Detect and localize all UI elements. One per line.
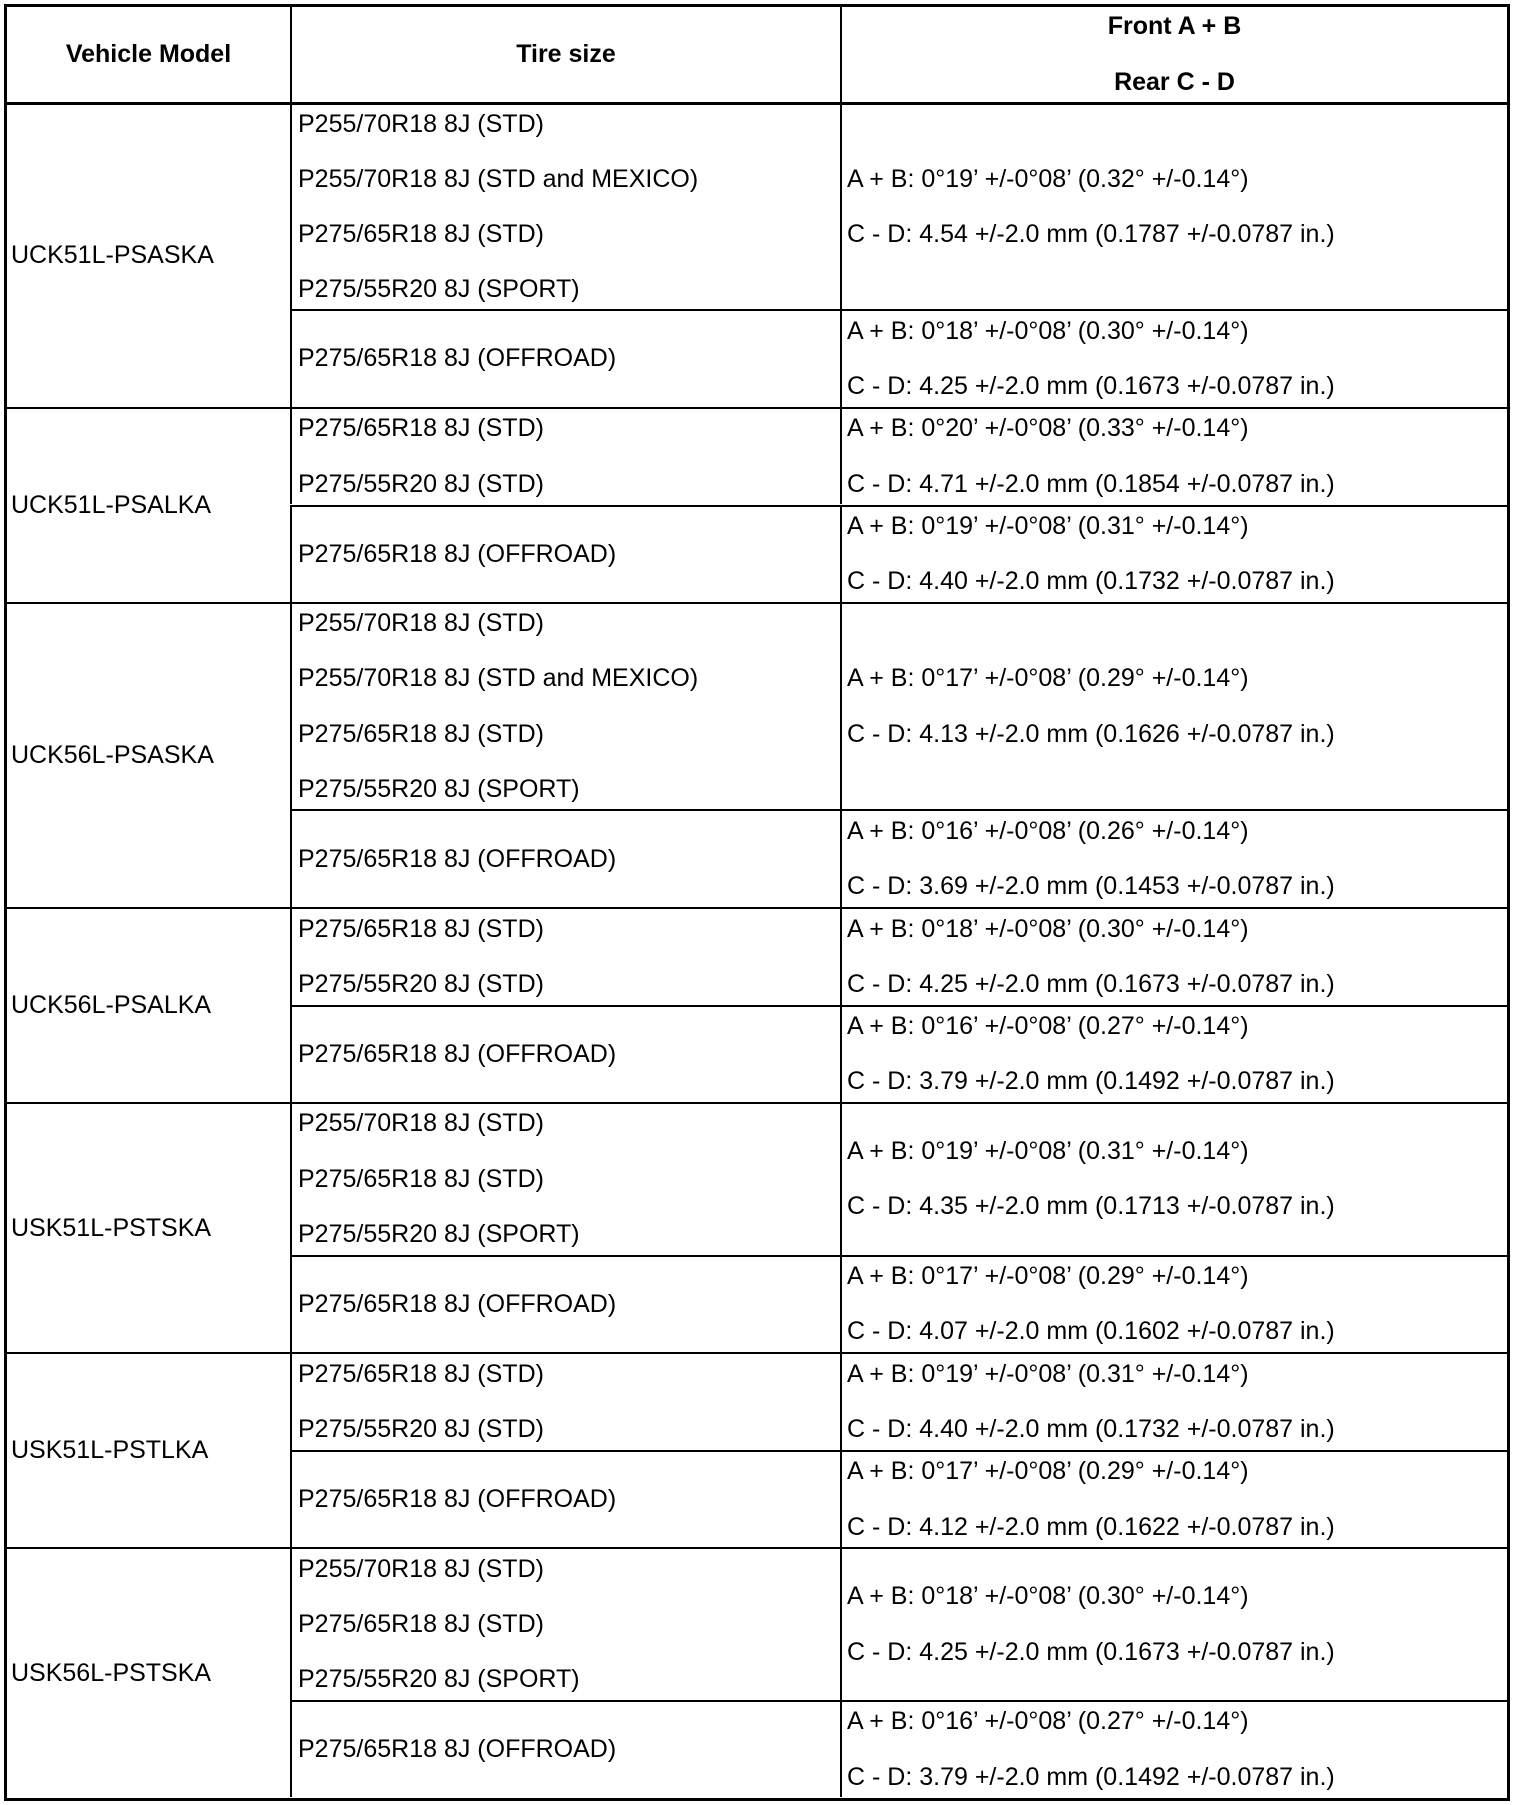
alignment-value-cell [840, 907, 1507, 1005]
vehicle-model-text: USK51L-PSTSKA [11, 1213, 212, 1242]
tire-size-text: P275/65R18 8J (OFFROAD) [298, 1289, 617, 1318]
vehicle-model-cell [7, 1352, 290, 1547]
tire-size-text: P275/55R20 8J (STD) [298, 969, 544, 998]
tire-size-text: P275/65R18 8J (OFFROAD) [298, 344, 617, 373]
alignment-value-cell [840, 1005, 1507, 1103]
tire-size-text: P275/65R18 8J (STD) [298, 1164, 544, 1193]
rear-c-minus-d-value: C - D: 3.79 +/-2.0 mm (0.1492 +/-0.0787 in.) [847, 1067, 1335, 1096]
tire-size-text: P275/65R18 8J (OFFROAD) [298, 539, 617, 568]
alignment-value-cell [840, 1352, 1507, 1450]
vehicle-model-cell [7, 102, 290, 407]
tire-size-text: P275/65R18 8J (STD) [298, 1610, 544, 1639]
tire-size-text: P275/65R18 8J (OFFROAD) [298, 1039, 617, 1068]
rear-c-minus-d-value: C - D: 4.40 +/-2.0 mm (0.1732 +/-0.0787 in.) [847, 1415, 1335, 1444]
front-a-plus-b-value: A + B: 0°18’ +/-0°08’ (0.30° +/-0.14°) [847, 914, 1249, 943]
tire-size-cell [290, 1700, 840, 1798]
vehicle-model-cell [7, 602, 290, 907]
vehicle-model-cell [7, 907, 290, 1102]
tire-size-text: P255/70R18 8J (STD) [298, 109, 544, 138]
tire-size-cell [290, 809, 840, 907]
alignment-value-cell [840, 1547, 1507, 1699]
rear-c-minus-d-value: C - D: 4.12 +/-2.0 mm (0.1622 +/-0.0787 in.) [847, 1512, 1335, 1541]
header-tire-size-cell [290, 7, 840, 102]
header-front-label: Front A + B [1107, 12, 1242, 41]
rear-c-minus-d-value: C - D: 4.25 +/-2.0 mm (0.1673 +/-0.0787 in.) [847, 969, 1335, 998]
alignment-value-cell [840, 407, 1507, 505]
tire-size-text: P275/65R18 8J (OFFROAD) [298, 1484, 617, 1513]
tire-size-cell [290, 505, 840, 603]
vehicle-model-cell [7, 1547, 290, 1797]
front-a-plus-b-value: A + B: 0°18’ +/-0°08’ (0.30° +/-0.14°) [847, 316, 1249, 345]
alignment-value-cell [840, 1255, 1507, 1353]
vehicle-model-text: UCK51L-PSALKA [11, 490, 212, 519]
alignment-value-cell [840, 1102, 1507, 1254]
tire-size-cell [290, 602, 840, 809]
vehicle-model-text: UCK56L-PSASKA [11, 740, 214, 769]
rear-c-minus-d-value: C - D: 4.54 +/-2.0 mm (0.1787 +/-0.0787 in.) [847, 220, 1335, 249]
alignment-value-cell [840, 1450, 1507, 1548]
tire-size-text: P275/55R20 8J (STD) [298, 1415, 544, 1444]
header-rear-label: Rear C - D [1114, 67, 1235, 96]
tire-size-text: P255/70R18 8J (STD) [298, 1554, 544, 1583]
rear-c-minus-d-value: C - D: 4.25 +/-2.0 mm (0.1673 +/-0.0787 in.) [847, 372, 1335, 401]
front-a-plus-b-value: A + B: 0°19’ +/-0°08’ (0.31° +/-0.14°) [847, 1137, 1249, 1166]
front-a-plus-b-value: A + B: 0°17’ +/-0°08’ (0.29° +/-0.14°) [847, 664, 1249, 693]
tire-size-text: P255/70R18 8J (STD and MEXICO) [298, 664, 699, 693]
vehicle-model-cell [7, 407, 290, 602]
tire-size-text: P275/55R20 8J (SPORT) [298, 775, 580, 804]
rear-c-minus-d-value: C - D: 4.35 +/-2.0 mm (0.1713 +/-0.0787 in.) [847, 1192, 1335, 1221]
alignment-value-cell [840, 809, 1507, 907]
front-a-plus-b-value: A + B: 0°17’ +/-0°08’ (0.29° +/-0.14°) [847, 1262, 1249, 1291]
vehicle-model-text: UCK56L-PSALKA [11, 990, 212, 1019]
front-a-plus-b-value: A + B: 0°17’ +/-0°08’ (0.29° +/-0.14°) [847, 1457, 1249, 1486]
rear-c-minus-d-value: C - D: 4.25 +/-2.0 mm (0.1673 +/-0.0787 in.) [847, 1637, 1335, 1666]
front-a-plus-b-value: A + B: 0°16’ +/-0°08’ (0.27° +/-0.14°) [847, 1707, 1249, 1736]
rear-c-minus-d-value: C - D: 3.79 +/-2.0 mm (0.1492 +/-0.0787 in.) [847, 1762, 1335, 1791]
header-front-rear-cell [840, 7, 1507, 102]
tire-size-text: P275/55R20 8J (SPORT) [298, 1220, 580, 1249]
header-tire-size-label: Tire size [516, 39, 616, 68]
alignment-value-cell [840, 602, 1507, 809]
vehicle-model-cell [7, 1102, 290, 1352]
front-a-plus-b-value: A + B: 0°16’ +/-0°08’ (0.27° +/-0.14°) [847, 1012, 1249, 1041]
front-a-plus-b-value: A + B: 0°20’ +/-0°08’ (0.33° +/-0.14°) [847, 414, 1249, 443]
alignment-value-cell [840, 102, 1507, 309]
front-a-plus-b-value: A + B: 0°19’ +/-0°08’ (0.31° +/-0.14°) [847, 1359, 1249, 1388]
tire-size-cell [290, 102, 840, 309]
tire-size-cell [290, 907, 840, 1005]
front-a-plus-b-value: A + B: 0°18’ +/-0°08’ (0.30° +/-0.14°) [847, 1582, 1249, 1611]
tire-size-text: P255/70R18 8J (STD) [298, 609, 544, 638]
tire-size-text: P275/55R20 8J (SPORT) [298, 1665, 580, 1694]
rear-c-minus-d-value: C - D: 4.13 +/-2.0 mm (0.1626 +/-0.0787 in.) [847, 719, 1335, 748]
tire-size-text: P275/55R20 8J (SPORT) [298, 275, 580, 304]
front-a-plus-b-value: A + B: 0°19’ +/-0°08’ (0.31° +/-0.14°) [847, 512, 1249, 540]
tire-size-cell [290, 1102, 840, 1254]
vehicle-model-text: UCK51L-PSASKA [11, 241, 214, 270]
rear-c-minus-d-value: C - D: 4.71 +/-2.0 mm (0.1854 +/-0.0787 in.) [847, 469, 1335, 498]
tire-size-text: P275/65R18 8J (OFFROAD) [298, 1735, 617, 1764]
tire-size-text: P275/65R18 8J (STD) [298, 914, 544, 943]
tire-size-text: P275/55R20 8J (STD) [298, 469, 544, 498]
alignment-value-cell [840, 309, 1507, 407]
tire-size-cell [290, 1450, 840, 1548]
tire-size-text: P275/65R18 8J (STD) [298, 220, 544, 249]
tire-size-text: P275/65R18 8J (STD) [298, 719, 544, 748]
tire-size-text: P275/65R18 8J (STD) [298, 1359, 544, 1388]
tire-size-text: P275/65R18 8J (STD) [298, 414, 544, 443]
front-a-plus-b-value: A + B: 0°16’ +/-0°08’ (0.26° +/-0.14°) [847, 816, 1249, 845]
alignment-value-cell [840, 505, 1507, 603]
tire-size-text: P255/70R18 8J (STD) [298, 1109, 544, 1138]
tire-size-cell [290, 1005, 840, 1103]
tire-size-text: P275/65R18 8J (OFFROAD) [298, 844, 617, 873]
rear-c-minus-d-value: C - D: 4.40 +/-2.0 mm (0.1732 +/-0.0787 in.) [847, 567, 1335, 596]
header-vehicle-model-label: Vehicle Model [65, 39, 232, 68]
tire-size-cell [290, 309, 840, 407]
rear-c-minus-d-value: C - D: 4.07 +/-2.0 mm (0.1602 +/-0.0787 in.) [847, 1317, 1335, 1346]
front-a-plus-b-value: A + B: 0°19’ +/-0°08’ (0.32° +/-0.14°) [847, 164, 1249, 193]
vehicle-model-text: USK56L-PSTSKA [11, 1658, 212, 1687]
tire-size-cell [290, 1547, 840, 1699]
tire-size-cell [290, 407, 840, 505]
tire-size-cell [290, 1255, 840, 1353]
wheel-alignment-spec-table [4, 4, 1510, 1801]
vehicle-model-text: USK51L-PSTLKA [11, 1436, 209, 1465]
alignment-value-cell [840, 1700, 1507, 1798]
tire-size-cell [290, 1352, 840, 1450]
tire-size-text: P255/70R18 8J (STD and MEXICO) [298, 164, 699, 193]
rear-c-minus-d-value: C - D: 3.69 +/-2.0 mm (0.1453 +/-0.0787 in.) [847, 872, 1335, 901]
header-vehicle-model-cell [7, 7, 290, 102]
